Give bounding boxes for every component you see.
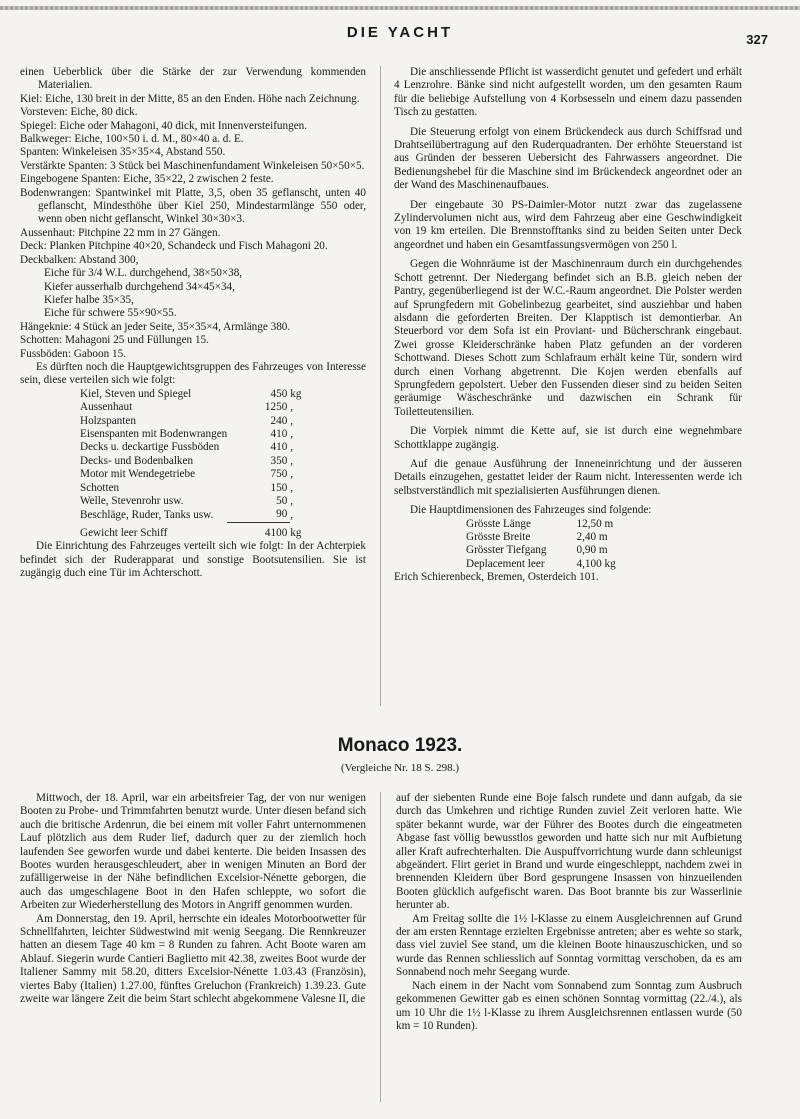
right-column-text (394, 66, 742, 585)
weight-value: 150 (270, 481, 288, 494)
article-paragraph: Am Donnerstag, den 19. April, herrschte ein ideales Motorbootwetter für Schnellfahrten, leichter Südwestwind mit wenig Seegang. Die Rennkreuzer hatten an diesem Tage 40 km = 8 Runden zu fahren. Acht Boote waren am Ablauf. Siegerin wurde Cantieri Baglietto mit 42.38, zweites Boot wurde der Italiener Sammy mit 58.20, ditters Excelsior-Nénette 1.03.43 (Französin), viertes Baby (Italien) 1.27.00, fünftes Greluchon (Frankreich) 1.39.23. Gute zweite war längere Zeit die beim Start schlecht abgekommene Valesne II, die (20, 912, 366, 1006)
article-paragraph: Am Freitag sollte die 1½ l-Klasse zu einem Ausgleichrennen auf Grund der am ersten Renntage erzielten Ergebnisse antreten; aber es wehte so stark, dass viel zuviel See stand, um die kleinen Boote hinauszuschicken, und so wurde das Rennen schliesslich auf Sonntag vormittag verschoben, da es am Sonnabend noch mehr Seegang wurde. (396, 912, 742, 979)
spec-line: Vorsteven: Eiche, 80 dick. (20, 106, 138, 119)
weight-unit: , (290, 495, 294, 507)
dimension-value: 12,50 m (576, 517, 614, 530)
weight-item: Beschläge, Ruder, Tanks usw. (80, 508, 214, 521)
running-title: DIE YACHT (346, 24, 454, 41)
spec-subline: Kiefer halbe 35×35, (44, 293, 134, 306)
weight-value: 450 (270, 387, 288, 400)
weight-row (80, 455, 320, 468)
weight-unit: , (290, 441, 294, 454)
weight-unit: , (290, 401, 294, 414)
dimensions-table (466, 518, 667, 572)
scan-edge (0, 6, 800, 10)
dimension-label: Grösste Breite (466, 531, 531, 543)
weight-item: Decks u. deckartige Fussböden (80, 441, 220, 454)
weight-row (80, 428, 320, 441)
column-divider (380, 66, 381, 706)
spec-line: Verstärkte Spanten: 3 Stück bei Maschinenfundament Winkeleisen 50×50×5. (20, 159, 365, 172)
weight-value: 750 (270, 468, 288, 481)
weight-value: 350 (270, 454, 288, 467)
weights-total-label: Gewicht leer Schiff (80, 526, 168, 539)
weight-unit: , (290, 481, 294, 494)
dimension-label: Grösste Länge (466, 517, 531, 530)
weight-item: Aussenhaut (80, 401, 133, 414)
paragraph: Die Steuerung erfolgt von einem Brückendeck aus durch Schiffsrad und Drahtseilübertragung auf den Ruderquadranten. Der erhöhte Steuerstand ist aus Gründen der besseren Uebersicht des Fahrwassers angeordnet. Die Bedienungshebel für die Maschine sind im Brückendeck angeordnet oder an der Wand des Maschinenaufbaues. (394, 125, 742, 192)
column-divider (380, 792, 381, 1102)
paragraph: Der eingebaute 30 PS-Daimler-Motor nutzt zwar das zugelassene Zylindervolumen nicht aus, wird dem Fahrzeug aber eine Geschwindigkeit von 19 km erteilen. Die Brennstofftanks sind zu beiden Seiten unter Deck angeordnet und haben ein Gesamtfassungsvermögen von 250 l. (394, 198, 742, 251)
spec-line: Schotten: Mahagoni 25 und Füllungen 15. (20, 334, 209, 347)
weight-value: 240 (270, 414, 288, 427)
dimension-row (466, 518, 667, 531)
weights-table (80, 388, 320, 540)
weight-item: Holzspanten (80, 414, 136, 427)
weight-row (80, 495, 320, 508)
weight-value: 90 (276, 508, 288, 521)
paragraph: Auf die genaue Ausführung der Inneneinrichtung und der äusseren Details einzugehen, gestattet leider der Raum nicht. Interessenten werde ich selbstverständlich mit spezialisierten Ausführungen dienen. (394, 457, 742, 497)
weight-item: Decks- und Bodenbalken (80, 454, 194, 467)
weight-value: 1250 (264, 401, 288, 414)
article-right-column (396, 792, 742, 1033)
weights-total-value: 4100 (227, 522, 290, 540)
article-title: Monaco 1923. (337, 735, 463, 756)
weight-row (80, 441, 320, 454)
spec-line: Bodenwrangen: Spantwinkel mit Platte, 3,5, oben 35 geflanscht, unten 40 geflanscht, Mindesthöhe über Kiel 250, Mindestarmlänge 550 oder, wenn oben nicht geflanscht, Winkel 30×30×3. (20, 186, 366, 226)
dimension-value: 4,100 kg (576, 557, 616, 570)
paragraph: Die Vorpiek nimmt die Kette auf, sie ist durch eine wegnehmbare Schottklappe zugängig. (394, 425, 742, 451)
weight-item: Schotten (80, 481, 120, 494)
article-paragraph: auf der siebenten Runde eine Boje falsch rundete und dann aufgab, da sie durch das Umkehren und richtige Runden zuviel Zeit verloren hatte. Wie später bekannt wurde, war der Führer des Bootes durch die eingeatmeten Abgase fast völlig bewusstlos geworden und hatte sich nur mit Aufbietung aller Kraft aufrechterhalten. Die Auspuffvorrichtung wurde dann schleunigst abgeändert. Flirt geriet in Brand und wurde eingeschleppt, nachdem zwei in brennenden Kleidern über Bord gesprungene Insassen von hinzueilenden Booten glücklich aufgefischt waren. Das Boot brannte bis zur Wasserlinie herunter ab. (396, 792, 742, 912)
weight-unit: , (290, 414, 294, 427)
weight-unit: , (290, 427, 294, 440)
weight-unit: kg (290, 387, 302, 400)
spec-line: Spiegel: Eiche oder Mahagoni, 40 dick, mit Innenversteifungen. (20, 119, 308, 132)
article-left-column (20, 792, 366, 1007)
article-paragraph: Mittwoch, der 18. April, war ein arbeitsfreier Tag, der von nur wenigen Booten zu Probe- und Trimmfahrten benutzt wurde. Unter diesen befand sich auch die britische Ardenrun, die bei einem mit voller Fahrt unternommenen Lauf plötzlich aus dem Ruder lief, dadurch quer zu der ziemlich hoch laufenden See geworfen wurde und dabei kenterte. Die beiden Insassen des Bootes wurden herausgeschleudert, aber in wenigen Minuten an Bord der zufälligerweise in der Nähe befindlichen Excelsior-Nénette geborgen, die auch das umgeschlagene Boot in den Hafen schleppte, wo sofort die Arbeiten zur Wiederherstellung des Motors in Angriff genommen wurden. (20, 792, 366, 912)
weight-value: 50 (276, 495, 288, 507)
dimension-value: 2,40 m (576, 531, 608, 543)
weight-unit: , (290, 468, 294, 481)
dimension-label: Grösster Tiefgang (466, 544, 547, 557)
spec-line: Spanten: Winkeleisen 35×35×4, Abstand 550. (20, 146, 226, 159)
spec-line: Hängeknie: 4 Stück an jeder Seite, 35×35×4, Armlänge 380. (20, 320, 291, 333)
weight-item: Welle, Stevenrohr usw. (80, 495, 184, 507)
spec-line: Deck: Planken Pitchpine 40×20, Schandeck und Fisch Mahagoni 20. (20, 240, 328, 253)
left-column-specs (20, 66, 366, 580)
weight-item: Kiel, Steven und Spiegel (80, 387, 192, 400)
spec-subline: Eiche für schwere 55×90×55. (44, 307, 177, 320)
spec-line: Kiel: Eiche, 130 breit in der Mitte, 85 an den Enden. Höhe nach Zeichnung. (20, 92, 360, 105)
paragraph: Gegen die Wohnräume ist der Maschinenraum durch ein durchgehendes Schott getrennt. Der Niedergang befindet sich an B.B. gleich neben der Pantry, gegenüberliegend ist der W.C.-Raum angeordnet. Die Polster werden auf Sprungfedern mit Gobelinbezug gearbeitet, sind ausziehbar und haben alsdann die geforderten Breiten. Der Klapptisch ist demontierbar. An Steuerbord vor dem Sofa ist ein Proviant- und Bücherschrank eingebaut. Zwei grosse Kleiderschränke haben Platz gefunden an der vorderen Schottwand. Dieses Schott zum Schlafraum erhält keine Tür, sondern wird durch einen Vorhang abgetrennt. Die Kojen werden ebenfalls auf Sprungfedern gepolstert. Ueber den Fussenden dieser sind zu beiden Seiten geräumige Wäscheschränke und dazwischen ein Schrank für Toiletteutensilien. (394, 258, 742, 418)
author-signature: Erich Schierenbeck, Bremen, Osterdeich 101. (394, 571, 599, 584)
spec-subline: Kiefer ausserhalb durchgehend 34×45×34, (44, 280, 235, 293)
spec-line: Fussböden: Gaboon 15. (20, 347, 126, 360)
spec-line: Eingebogene Spanten: Eiche, 35×22, 2 zwischen 2 feste. (20, 173, 274, 186)
weights-total-row (80, 522, 320, 540)
paragraph-einrichtung: Die Einrichtung des Fahrzeuges verteilt sich wie folgt: In der Achterpiek befindet sich der Ruderapparat und sonstige Bootsutensilien. Sie ist zugängig duch eine Tür im Achterschott. (20, 540, 366, 580)
dimension-label: Deplacement leer (466, 557, 545, 570)
weights-total-unit: kg (290, 526, 302, 539)
spec-subline: Eiche für 3/4 W.L. durchgehend, 38×50×38, (44, 267, 243, 280)
weight-row (80, 415, 320, 428)
spec-line: einen Ueberblick über die Stärke der zur Verwendung kommenden Materialien. (20, 66, 366, 92)
weight-item: Eisenspanten mit Bodenwrangen (80, 427, 228, 440)
weight-row (80, 388, 320, 401)
dimension-row (466, 544, 667, 557)
article-paragraph: Nach einem in der Nacht vom Sonnabend zum Sonntag zum Ausbruch gekommenen Gewitter gab es einen schönen Sonntag vormittag (22./4.), als um 10 Uhr die 1½ l-Klasse zu ihrem Ausgleichsrennen entlassen wurde (50 km = 10 Runden). (396, 979, 742, 1032)
page-number: 327 (746, 32, 768, 47)
weight-row (80, 401, 320, 414)
dimension-value: 0,90 m (576, 544, 608, 557)
weight-unit: , (290, 508, 294, 521)
paragraph: Die Hauptdimensionen des Fahrzeuges sind folgende: (410, 504, 652, 517)
spec-line: Aussenhaut: Pitchpine 22 mm in 27 Gängen. (20, 226, 221, 239)
paragraph: Die anschliessende Pflicht ist wasserdicht genutet und gefedert und erhält 4 Lenzrohre. Bänke sind nicht aufgestellt worden, um den gesamten Raum für die beliebige Aufstellung von 4 Korbsesseln und einem dazu passenden Tisch zu gestatten. (394, 66, 742, 119)
weight-row (80, 468, 320, 481)
weight-row (80, 508, 320, 522)
spec-line: Balkweger: Eiche, 100×50 i. d. M., 80×40 a. d. E. (20, 133, 244, 146)
weights-intro: Es dürften noch die Hauptgewichtsgruppen des Fahrzeuges von Interesse sein, diese verteilen sich wie folgt: (20, 360, 366, 387)
dimension-row (466, 531, 667, 544)
article-subtitle: (Vergleiche Nr. 18 S. 298.) (340, 762, 460, 774)
spec-line: Deckbalken: Abstand 300, (20, 253, 139, 266)
weight-value: 410 (270, 427, 288, 440)
weight-unit: , (290, 454, 294, 467)
weight-value: 410 (270, 441, 288, 454)
weight-item: Motor mit Wendegetriebe (80, 468, 196, 481)
dimension-row (466, 558, 667, 571)
weight-row (80, 482, 320, 495)
